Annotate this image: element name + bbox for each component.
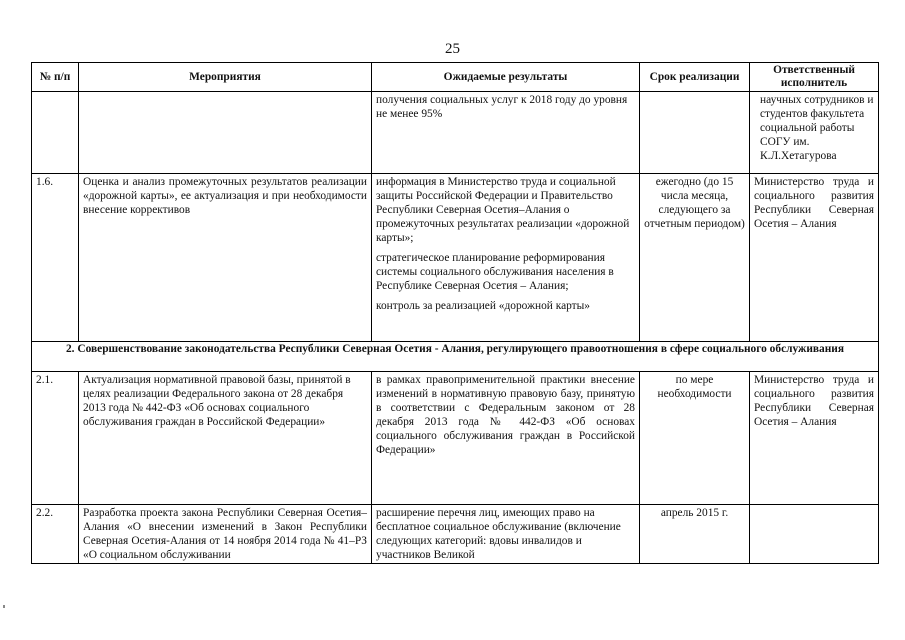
row-activity: Актуализация нормативной правовой базы, принятой в целях реализации Федерального закона от 28 декабря 2013 года № 442-ФЗ «Об основах социального обслуживания граждан в Российской Федерации»: [79, 372, 372, 505]
row-executor: [750, 505, 879, 564]
table-row: [32, 92, 879, 174]
roadmap-table: [31, 62, 879, 564]
row-activity: [79, 92, 372, 174]
page-number: 25: [445, 41, 460, 57]
row-term: [640, 92, 750, 174]
header-results: Ожидаемые результаты: [372, 63, 640, 92]
table-row: [32, 505, 879, 564]
row-num: 2.1.: [32, 372, 79, 505]
header-term: Срок реализации: [640, 63, 750, 92]
section-row: [32, 342, 879, 372]
row-executor: Министерство труда и социального развития Республики Северная Осетия – Алания: [750, 372, 879, 505]
result-text: информация в Министерство труда и социальной защиты Российской Федерации и Правительство Республики Северная Осетия–Алания о промежуточных результатах реализации «дорожной карты»;: [376, 176, 630, 244]
table-row: [32, 174, 879, 342]
header-num: № п/п: [32, 63, 79, 92]
row-activity: Разработка проекта закона Республики Северная Осетия–Алания «О внесении изменений в Закон Республики Северная Осетия-Алания от 14 ноября 2014 года № 41–РЗ «О социальном обслуживании: [79, 505, 372, 564]
section-title: 2. Совершенствование законодательства Республики Северная Осетия - Алания, регулирующего правоотношения в сфере социального обслуживания: [32, 342, 879, 372]
row-results: расширение перечня лиц, имеющих право на бесплатное социальное обслуживание (включение следующих категорий: вдовы инвалидов и участников Великой: [372, 505, 640, 564]
result-text: контроль за реализацией «дорожной карты»: [376, 300, 590, 312]
result-text: стратегическое планирование реформирования системы социального обслуживания населения в Республике Северная Осетия – Алания;: [376, 252, 614, 292]
row-results: [372, 174, 640, 342]
table-header-row: [32, 63, 879, 92]
row-term: ежегодно (до 15 числа месяца, следующего за отчетным периодом): [640, 174, 750, 342]
row-num: 1.6.: [32, 174, 79, 342]
row-results: в рамках правоприменительной практики внесение изменений в нормативную правовую базу, принятую в соответствии с Федеральным законом от 28 декабря 2013 года № 442-ФЗ «Об основах социального обслуживания граждан в Российской Федерации»: [372, 372, 640, 505]
row-num: [32, 92, 79, 174]
row-executor: Министерство труда и социального развития Республики Северная Осетия – Алания: [750, 174, 879, 342]
row-activity: Оценка и анализ промежуточных результатов реализации «дорожной карты», ее актуализация и при необходимости внесение коррективов: [79, 174, 372, 342]
header-executor: Ответственный исполнитель: [750, 63, 879, 92]
header-activities: Мероприятия: [79, 63, 372, 92]
result-text: получения социальных услуг к 2018 году до уровня не менее 95%: [376, 94, 628, 120]
row-term: апрель 2015 г.: [640, 505, 750, 564]
scan-artifact: [3, 605, 5, 608]
row-num: 2.2.: [32, 505, 79, 564]
row-results: [372, 92, 640, 174]
table-row: [32, 372, 879, 505]
row-term: по мере необходимости: [640, 372, 750, 505]
row-executor: научных сотрудников и студентов факультета социальной работы СОГУ им. К.Л.Хетагурова: [750, 92, 879, 174]
